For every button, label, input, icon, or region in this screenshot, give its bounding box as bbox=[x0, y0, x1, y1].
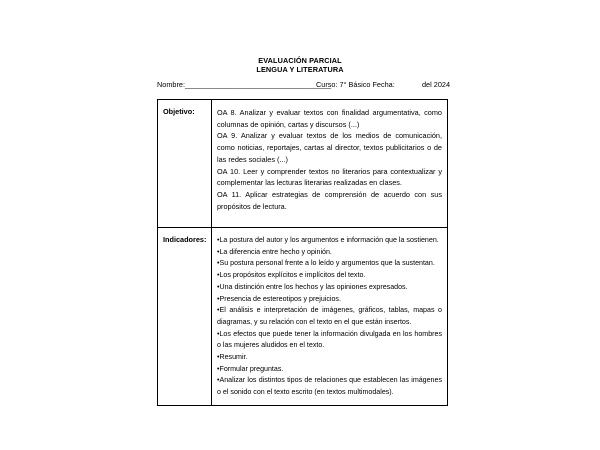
objetivo-content bbox=[212, 100, 448, 228]
objetivo-row bbox=[158, 100, 448, 228]
student-info-line bbox=[157, 80, 452, 90]
indicador-item: •Analizar los distintos tipos de relaciones que establecen las imágenes o el sonido con el texto escrito (en textos multimodales). bbox=[217, 376, 442, 397]
indicador-item: •Una distinción entre los hechos y las opiniones expresados. bbox=[217, 282, 408, 291]
objetivo-item: OA 10. Leer y comprender textos no literarios para contextualizar y complementar las lecturas literarias realizadas en clases. bbox=[217, 166, 442, 188]
indicador-item: •Los efectos que puede tener la información divulgada en los hombres o las mujeres aludidos en el texto. bbox=[217, 329, 442, 350]
document-subtitle: LENGUA Y LITERATURA bbox=[256, 65, 344, 74]
objetivo-label: Objetivo: bbox=[158, 100, 212, 228]
indicadores-label: Indicadores: bbox=[158, 228, 212, 406]
indicador-item: •Presencia de estereotipos y prejuicios. bbox=[217, 294, 341, 303]
indicador-item: •La diferencia entre hecho y opinión. bbox=[217, 247, 332, 256]
curso-fecha-field: Curso: 7° Básico Fecha: bbox=[316, 80, 395, 89]
objetivo-item: OA 8. Analizar y evaluar textos con finalidad argumentativa, como columnas de opinión, cartas y discursos (...) bbox=[217, 108, 442, 129]
objetivo-item: OA 11. Aplicar estrategias de comprensión de acuerdo con sus propósitos de lectura. bbox=[217, 189, 442, 211]
year-field: del 2024 bbox=[422, 80, 450, 89]
indicador-item: •Su postura personal frente a lo leído y argumentos que la sustentan. bbox=[217, 259, 435, 268]
indicador-item: •La postura del autor y los argumentos e información que la sostienen. bbox=[217, 236, 439, 244]
indicadores-row bbox=[158, 228, 448, 406]
indicador-item: •Los propósitos explícitos e implícitos del texto. bbox=[217, 271, 366, 280]
indicador-item: •Formular preguntas. bbox=[217, 364, 284, 373]
evaluation-table bbox=[157, 99, 448, 406]
indicadores-content bbox=[212, 228, 448, 406]
document-title: EVALUACIÓN PARCIAL bbox=[258, 56, 342, 65]
indicador-item: •Resumir. bbox=[217, 353, 248, 362]
objetivo-item: OA 9. Analizar y evaluar textos de los medios de comunicación, como noticias, reportajes, cartas al director, textos publicitarios o de las redes sociales (...) bbox=[217, 131, 442, 164]
indicador-item: •El análisis e interpretación de imágenes, gráficos, tablas, mapas o diagramas, y su relación con el texto en el que están insertos. bbox=[217, 306, 442, 326]
nombre-field: Nombre:____________________________________ bbox=[157, 80, 332, 89]
